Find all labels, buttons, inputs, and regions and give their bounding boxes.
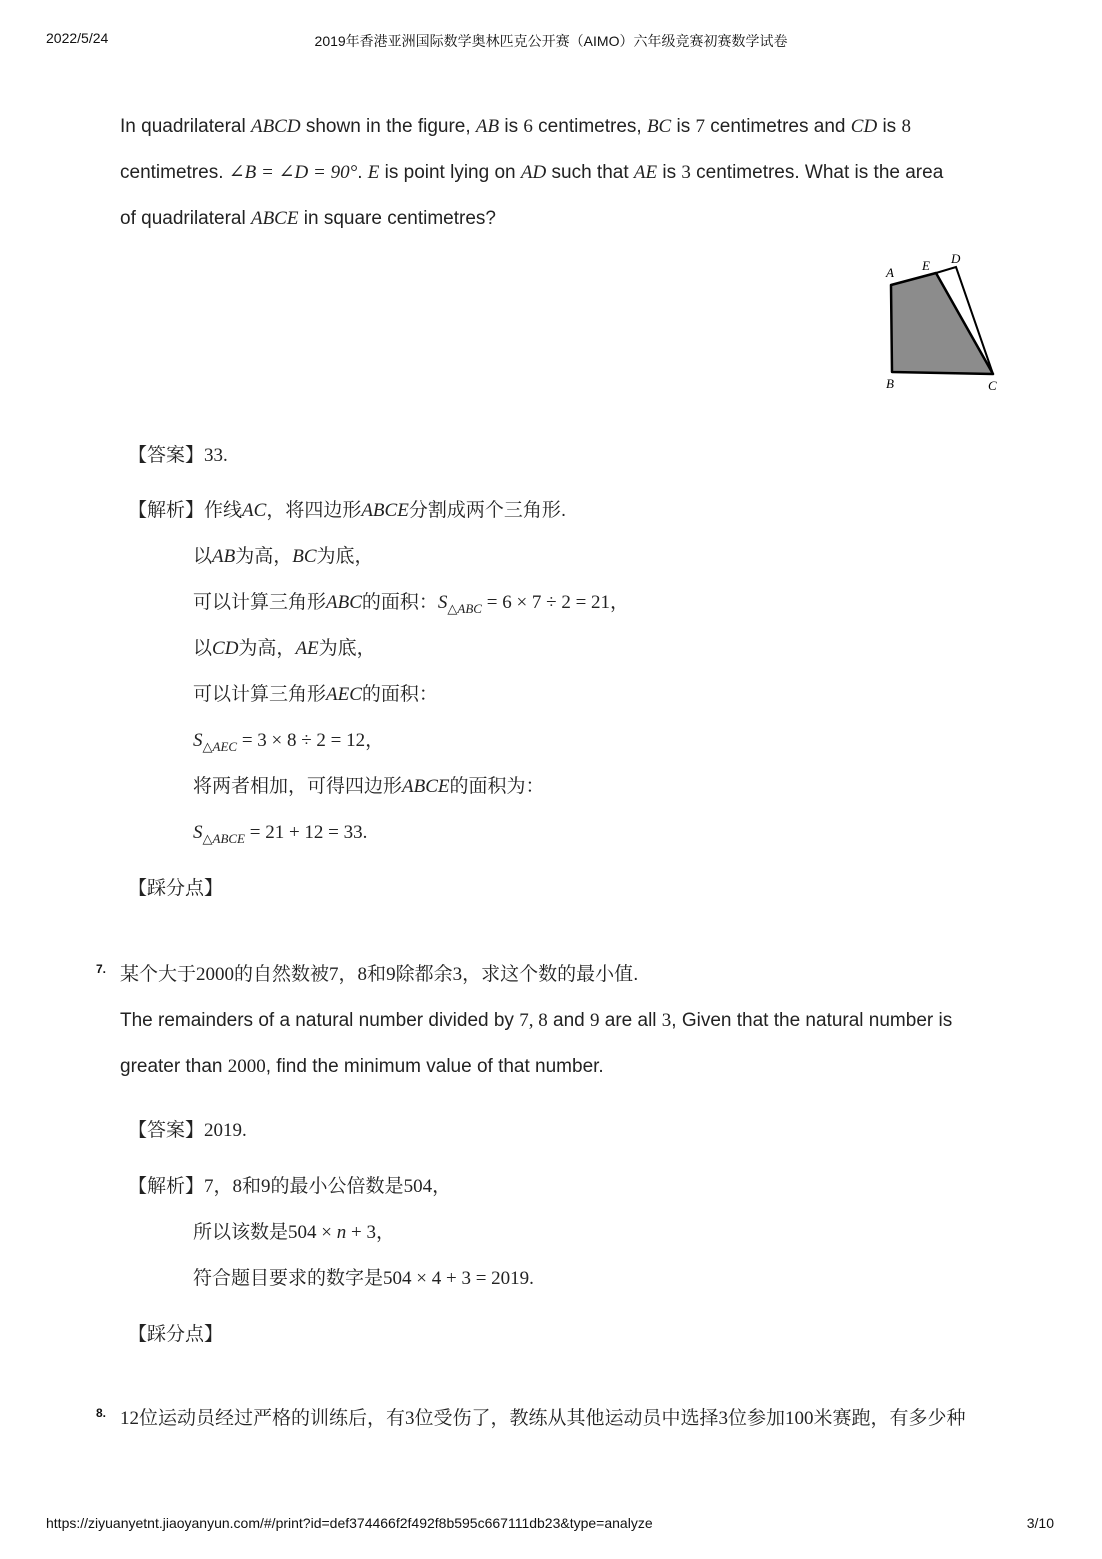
quadrilateral-figure xyxy=(878,250,1008,400)
q7-text-en-1: The remainders of a natural number divided by 7, 8 and 9 are all 3, Given that the natural number is xyxy=(120,1010,953,1031)
label-b: B xyxy=(886,376,894,391)
q7-scoring-points: 【踩分点】 xyxy=(128,1324,224,1345)
q6-scoring-points: 【踩分点】 xyxy=(128,878,224,899)
q6-analysis-line-1: 【解析】作线AC，将四边形ABCE分割成两个三角形. xyxy=(128,500,567,521)
q8-number: 8. xyxy=(96,1406,107,1420)
q6-analysis-line-6: $S_{\triangle AEC} = 3 \times 8 \div 2 = 12$， xyxy=(193,730,385,754)
label-c: C xyxy=(988,378,997,393)
q7-analysis-line-2: 所以该数是504 × n + 3， xyxy=(193,1222,395,1243)
q6-answer: 【答案】33. xyxy=(128,445,228,466)
q6-text-line-2: centimetres. ∠B = ∠D = 90°. E is point lying on AD such that AE is 3 centimetres. What is the area xyxy=(120,162,944,183)
shaded-region-abce xyxy=(891,273,993,374)
q7-number: 7. xyxy=(96,962,107,976)
q6-analysis-line-2: 以AB为高，BC为底， xyxy=(193,546,374,567)
q7-answer: 【答案】2019. xyxy=(128,1120,247,1141)
label-a: A xyxy=(886,265,894,280)
header-title: 2019年香港亚洲国际数学奥林匹克公开赛（AIMO）六年级竞赛初赛数学试卷 xyxy=(314,33,788,49)
q7-analysis-line-3: 符合题目要求的数字是504 × 4 + 3 = 2019. xyxy=(193,1268,534,1289)
q8-text-zh: 12位运动员经过严格的训练后，有3位受伤了，教练从其他运动员中选择3位参加100米赛跑，有多少种 xyxy=(120,1408,966,1429)
label-d: D xyxy=(951,251,961,266)
q6-analysis-line-3: 可以计算三角形ABC的面积：$S_{\triangle ABC} = 6 \times 7 \div 2 = 21$， xyxy=(193,592,630,616)
q7-analysis-line-1: 【解析】7，8和9的最小公倍数是504， xyxy=(128,1176,452,1197)
q6-analysis-line-7: 将两者相加，可得四边形ABCE的面积为： xyxy=(193,776,545,797)
q6-analysis-line-5: 可以计算三角形AEC的面积： xyxy=(193,684,438,705)
q7-text-en-2: greater than 2000, find the minimum value of that number. xyxy=(120,1056,604,1077)
q6-analysis-line-4: 以CD为高，AE为底， xyxy=(193,638,376,659)
footer-url[interactable]: https://ziyuanyetnt.jiaoyanyun.com/#/print?id=def374466f2f492f8b595c667111db23&type=analyze xyxy=(46,1515,653,1531)
q6-text-line-3: of quadrilateral ABCE in square centimetres? xyxy=(120,208,496,229)
footer-page-number: 3/10 xyxy=(1026,1515,1054,1531)
q7-text-zh: 某个大于2000的自然数被7，8和9除都余3，求这个数的最小值. xyxy=(120,964,639,985)
header-date: 2022/5/24 xyxy=(46,30,109,46)
q6-analysis-line-8: $S_{\triangle ABCE} = 21 + 12 = 33$. xyxy=(193,822,368,846)
q6-text-line-1: In quadrilateral ABCD shown in the figure, AB is 6 centimetres, BC is 7 centimetres and CD is 8 xyxy=(120,116,911,137)
label-e: E xyxy=(922,258,930,273)
